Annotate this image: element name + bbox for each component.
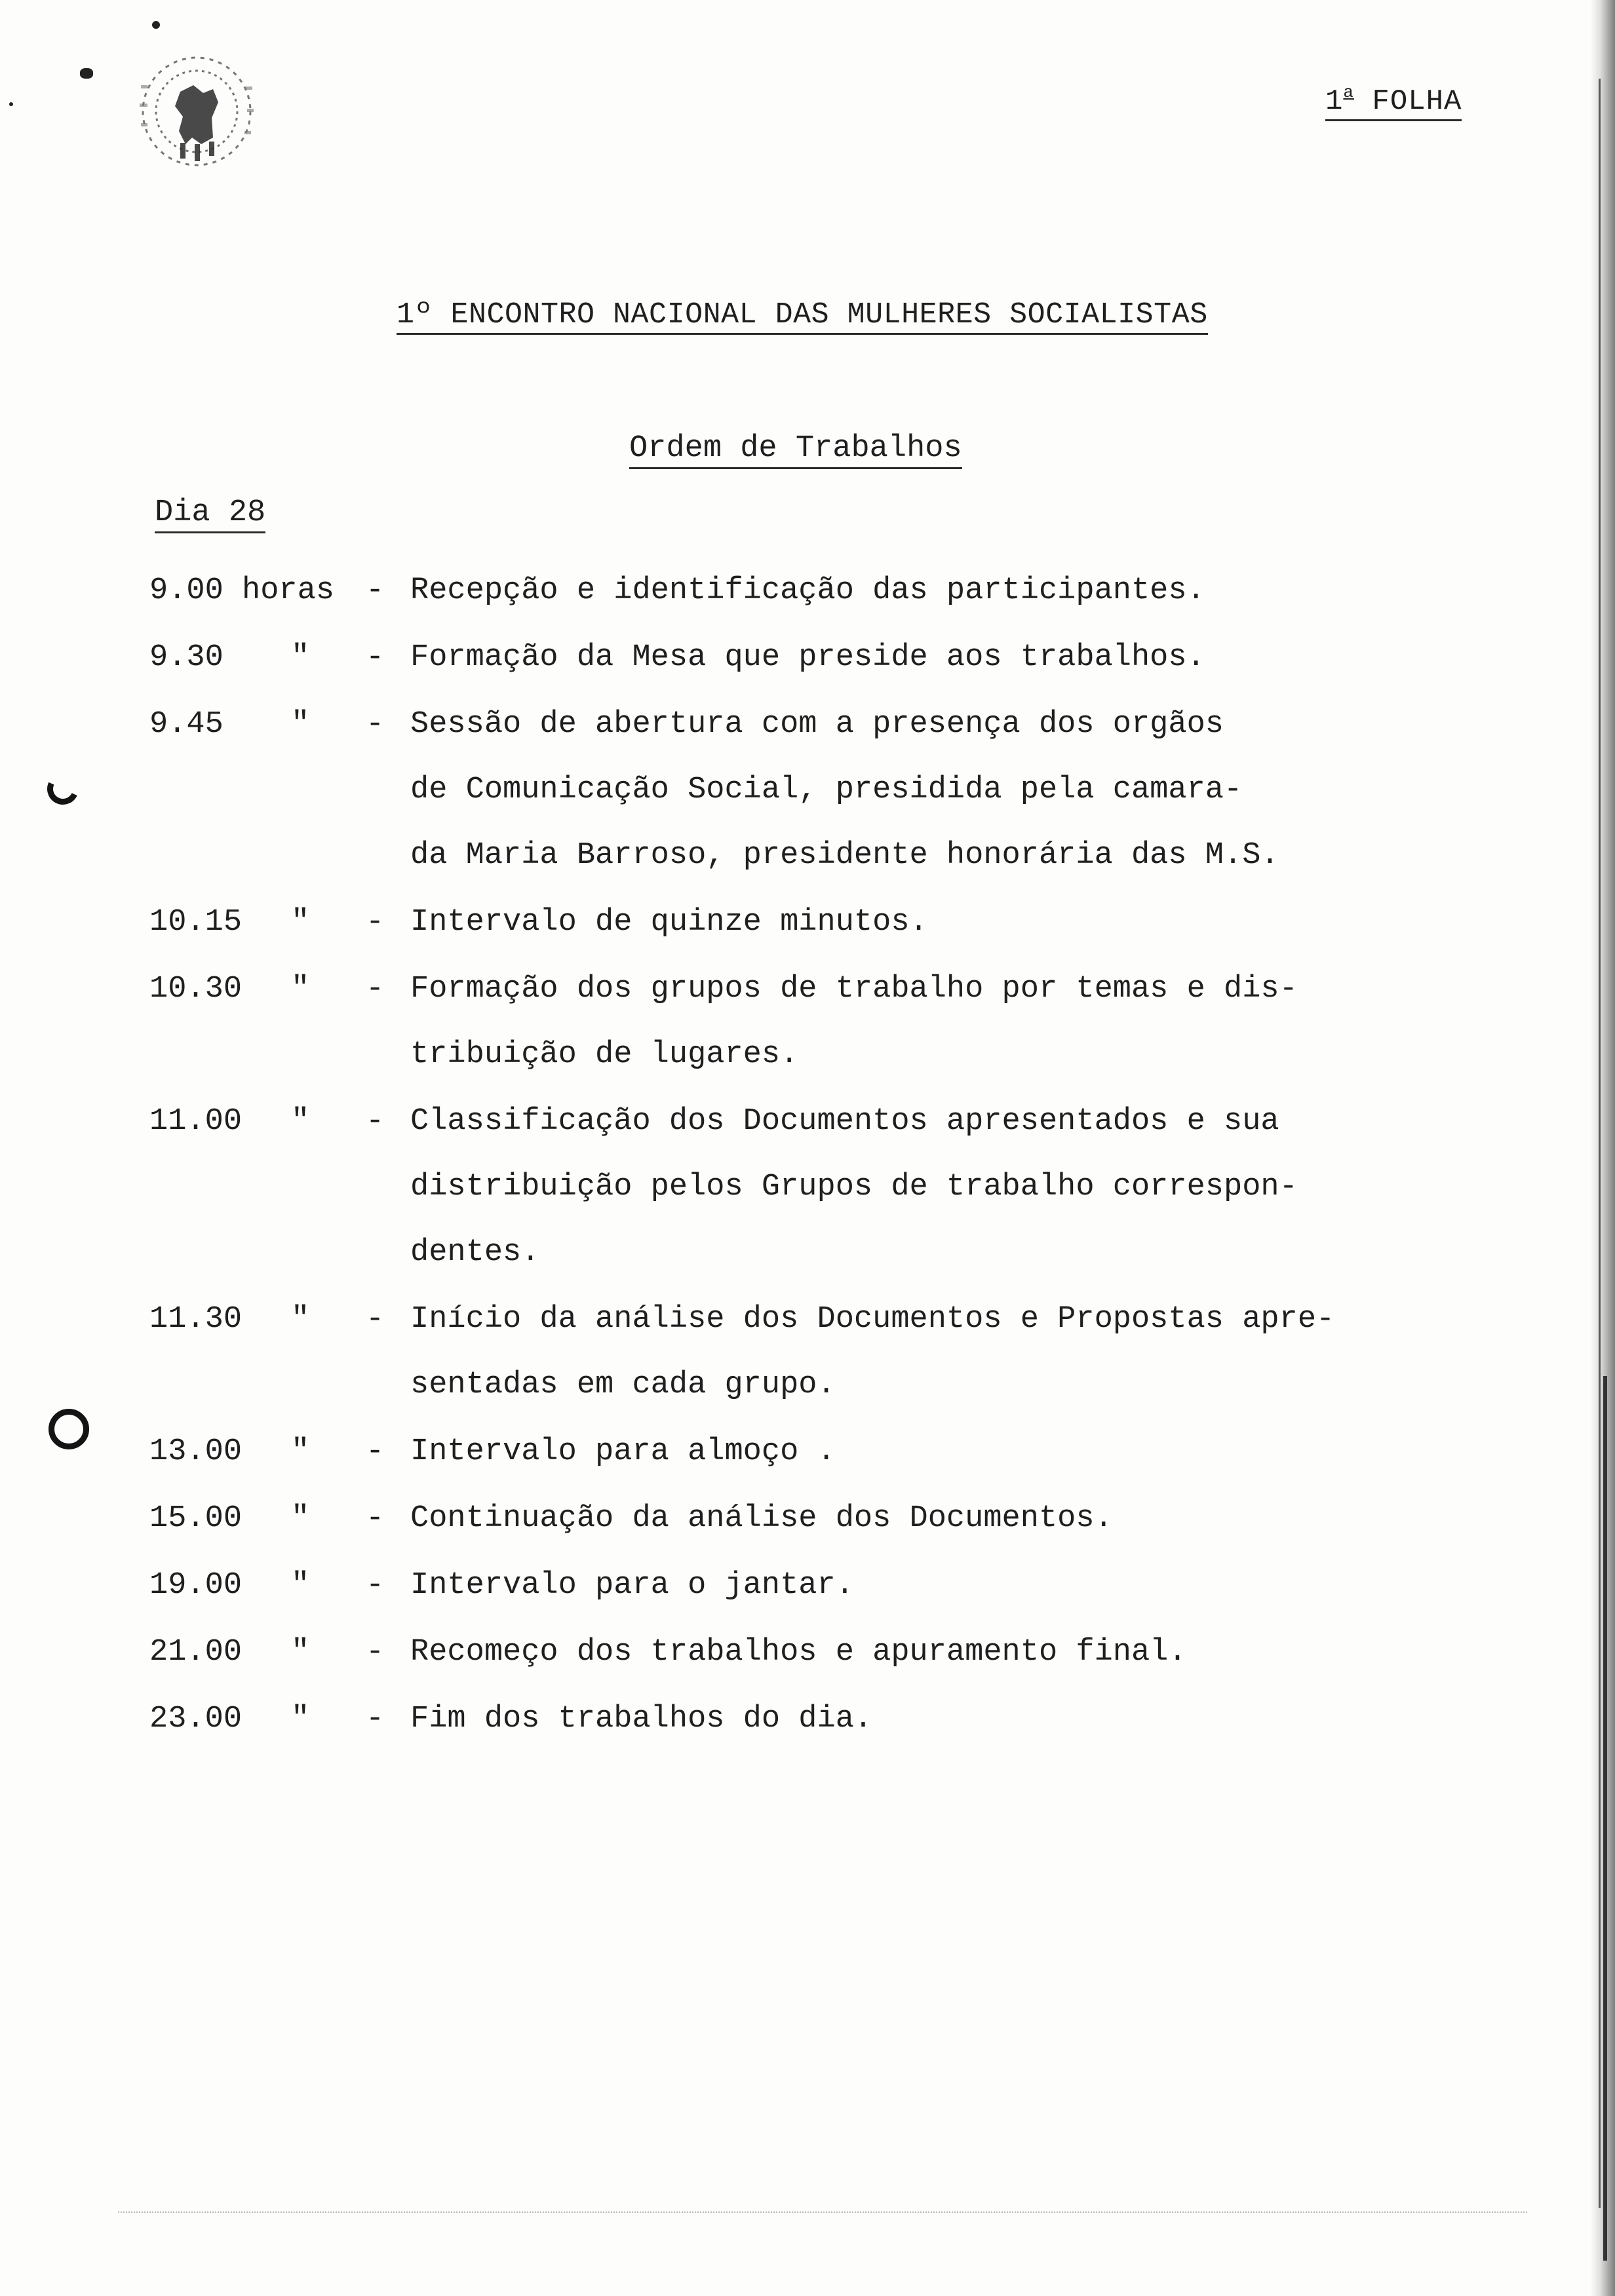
schedule-entry <box>149 890 1460 955</box>
entry-time: 19.00 <box>149 1568 243 1603</box>
ditto-mark: " <box>291 1501 310 1536</box>
entry-description <box>410 1287 1538 1418</box>
entry-time: 9.45 <box>149 707 224 742</box>
agenda-heading: Ordem de Trabalhos <box>629 431 962 469</box>
entry-dash: - <box>366 1702 385 1736</box>
entry-description <box>410 957 1538 1088</box>
entry-dash: - <box>366 1302 385 1337</box>
schedule-entry <box>149 1553 1460 1618</box>
entry-line: Sessão de abertura com a presença dos orgãos <box>410 707 1224 742</box>
entry-line: sentadas em cada grupo. <box>410 1368 836 1402</box>
entry-dash: - <box>366 707 385 742</box>
entry-dash: - <box>366 1568 385 1603</box>
entry-description <box>410 1553 1538 1618</box>
entry-line: Continuação da análise dos Documentos. <box>410 1501 1113 1536</box>
entry-dash: - <box>366 1501 385 1536</box>
ditto-mark: " <box>291 707 310 742</box>
ditto-mark: " <box>291 1434 310 1469</box>
entry-line: Fim dos trabalhos do dia. <box>410 1702 873 1736</box>
binder-hole-top <box>43 769 83 809</box>
entry-dash: - <box>366 905 385 940</box>
binder-hole-bottom <box>49 1409 89 1449</box>
entry-time: 21.00 <box>149 1635 243 1670</box>
bottom-edge-dots <box>118 2211 1527 2214</box>
entry-time: 15.00 <box>149 1501 243 1536</box>
entry-time: 11.00 <box>149 1104 243 1139</box>
entry-description <box>410 1419 1538 1485</box>
ditto-mark: " <box>291 1104 310 1139</box>
entry-line: Formação da Mesa que preside aos trabalhos. <box>410 640 1205 675</box>
entry-line: Classificação dos Documentos apresentados e sua <box>410 1104 1279 1139</box>
entry-dash: - <box>366 1104 385 1139</box>
entry-dash: - <box>366 1434 385 1469</box>
ditto-mark: " <box>291 905 310 940</box>
schedule-list <box>149 558 1460 1753</box>
entry-line: distribuição pelos Grupos de trabalho correspon- <box>410 1170 1298 1204</box>
entry-line: Formação dos grupos de trabalho por temas e dis- <box>410 972 1298 1006</box>
ditto-mark: " <box>291 1302 310 1337</box>
schedule-entry <box>149 1089 1460 1286</box>
entry-line: Intervalo para o jantar. <box>410 1568 854 1603</box>
entry-line: da Maria Barroso, presidente honorária das M.S. <box>410 838 1279 873</box>
schedule-entry <box>149 558 1460 624</box>
entry-description <box>410 1687 1538 1752</box>
entry-line: dentes. <box>410 1235 540 1270</box>
entry-line: Início da análise dos Documentos e Propostas apre- <box>410 1302 1335 1337</box>
page-edge-shadow <box>1590 0 1615 2296</box>
schedule-entry <box>149 1620 1460 1685</box>
page-edge-line <box>1599 79 1601 2208</box>
entry-time: 9.30 <box>149 640 224 675</box>
schedule-entry <box>149 1419 1460 1485</box>
speck <box>80 68 93 79</box>
page-edge-binding <box>1603 1376 1607 2261</box>
schedule-entry <box>149 1486 1460 1552</box>
entry-time: 10.15 <box>149 905 243 940</box>
schedule-entry <box>149 1287 1460 1418</box>
ditto-mark: " <box>291 640 310 675</box>
entry-description <box>410 1620 1538 1685</box>
entry-line: Intervalo para almoço . <box>410 1434 836 1469</box>
entry-description <box>410 890 1538 955</box>
entry-time: 9.00 horas <box>149 573 335 608</box>
document-title: 1º ENCONTRO NACIONAL DAS MULHERES SOCIALISTAS <box>397 298 1208 335</box>
entry-line: de Comunicação Social, presidida pela camara- <box>410 773 1243 807</box>
entry-line: tribuição de lugares. <box>410 1037 799 1072</box>
ditto-mark: " <box>291 1702 310 1736</box>
entry-description <box>410 625 1538 691</box>
entry-description <box>410 558 1538 624</box>
entry-time: 13.00 <box>149 1434 243 1469</box>
entry-time: 23.00 <box>149 1702 243 1736</box>
entry-description <box>410 692 1538 889</box>
ditto-mark: " <box>291 1635 310 1670</box>
entry-line: Recomeço dos trabalhos e apuramento final. <box>410 1635 1187 1670</box>
schedule-entry <box>149 692 1460 889</box>
entry-time: 10.30 <box>149 972 243 1006</box>
speck <box>9 102 13 106</box>
sheet-number-label: 1$^a$ FOLHA <box>1325 83 1462 121</box>
entry-dash: - <box>366 972 385 1006</box>
schedule-entry <box>149 957 1460 1088</box>
schedule-entry <box>149 625 1460 691</box>
entry-dash: - <box>366 640 385 675</box>
speck <box>152 21 160 29</box>
day-heading: Dia 28 <box>155 495 265 533</box>
entry-dash: - <box>366 1635 385 1670</box>
ditto-mark: " <box>291 1568 310 1603</box>
entry-dash: - <box>366 573 385 608</box>
entry-line: Recepção e identificação das participantes. <box>410 573 1205 608</box>
ditto-mark: " <box>291 972 310 1006</box>
entry-time: 11.30 <box>149 1302 243 1337</box>
entry-description <box>410 1089 1538 1286</box>
organization-stamp <box>115 46 272 177</box>
schedule-entry <box>149 1687 1460 1752</box>
entry-line: Intervalo de quinze minutos. <box>410 905 928 940</box>
entry-description <box>410 1486 1538 1552</box>
